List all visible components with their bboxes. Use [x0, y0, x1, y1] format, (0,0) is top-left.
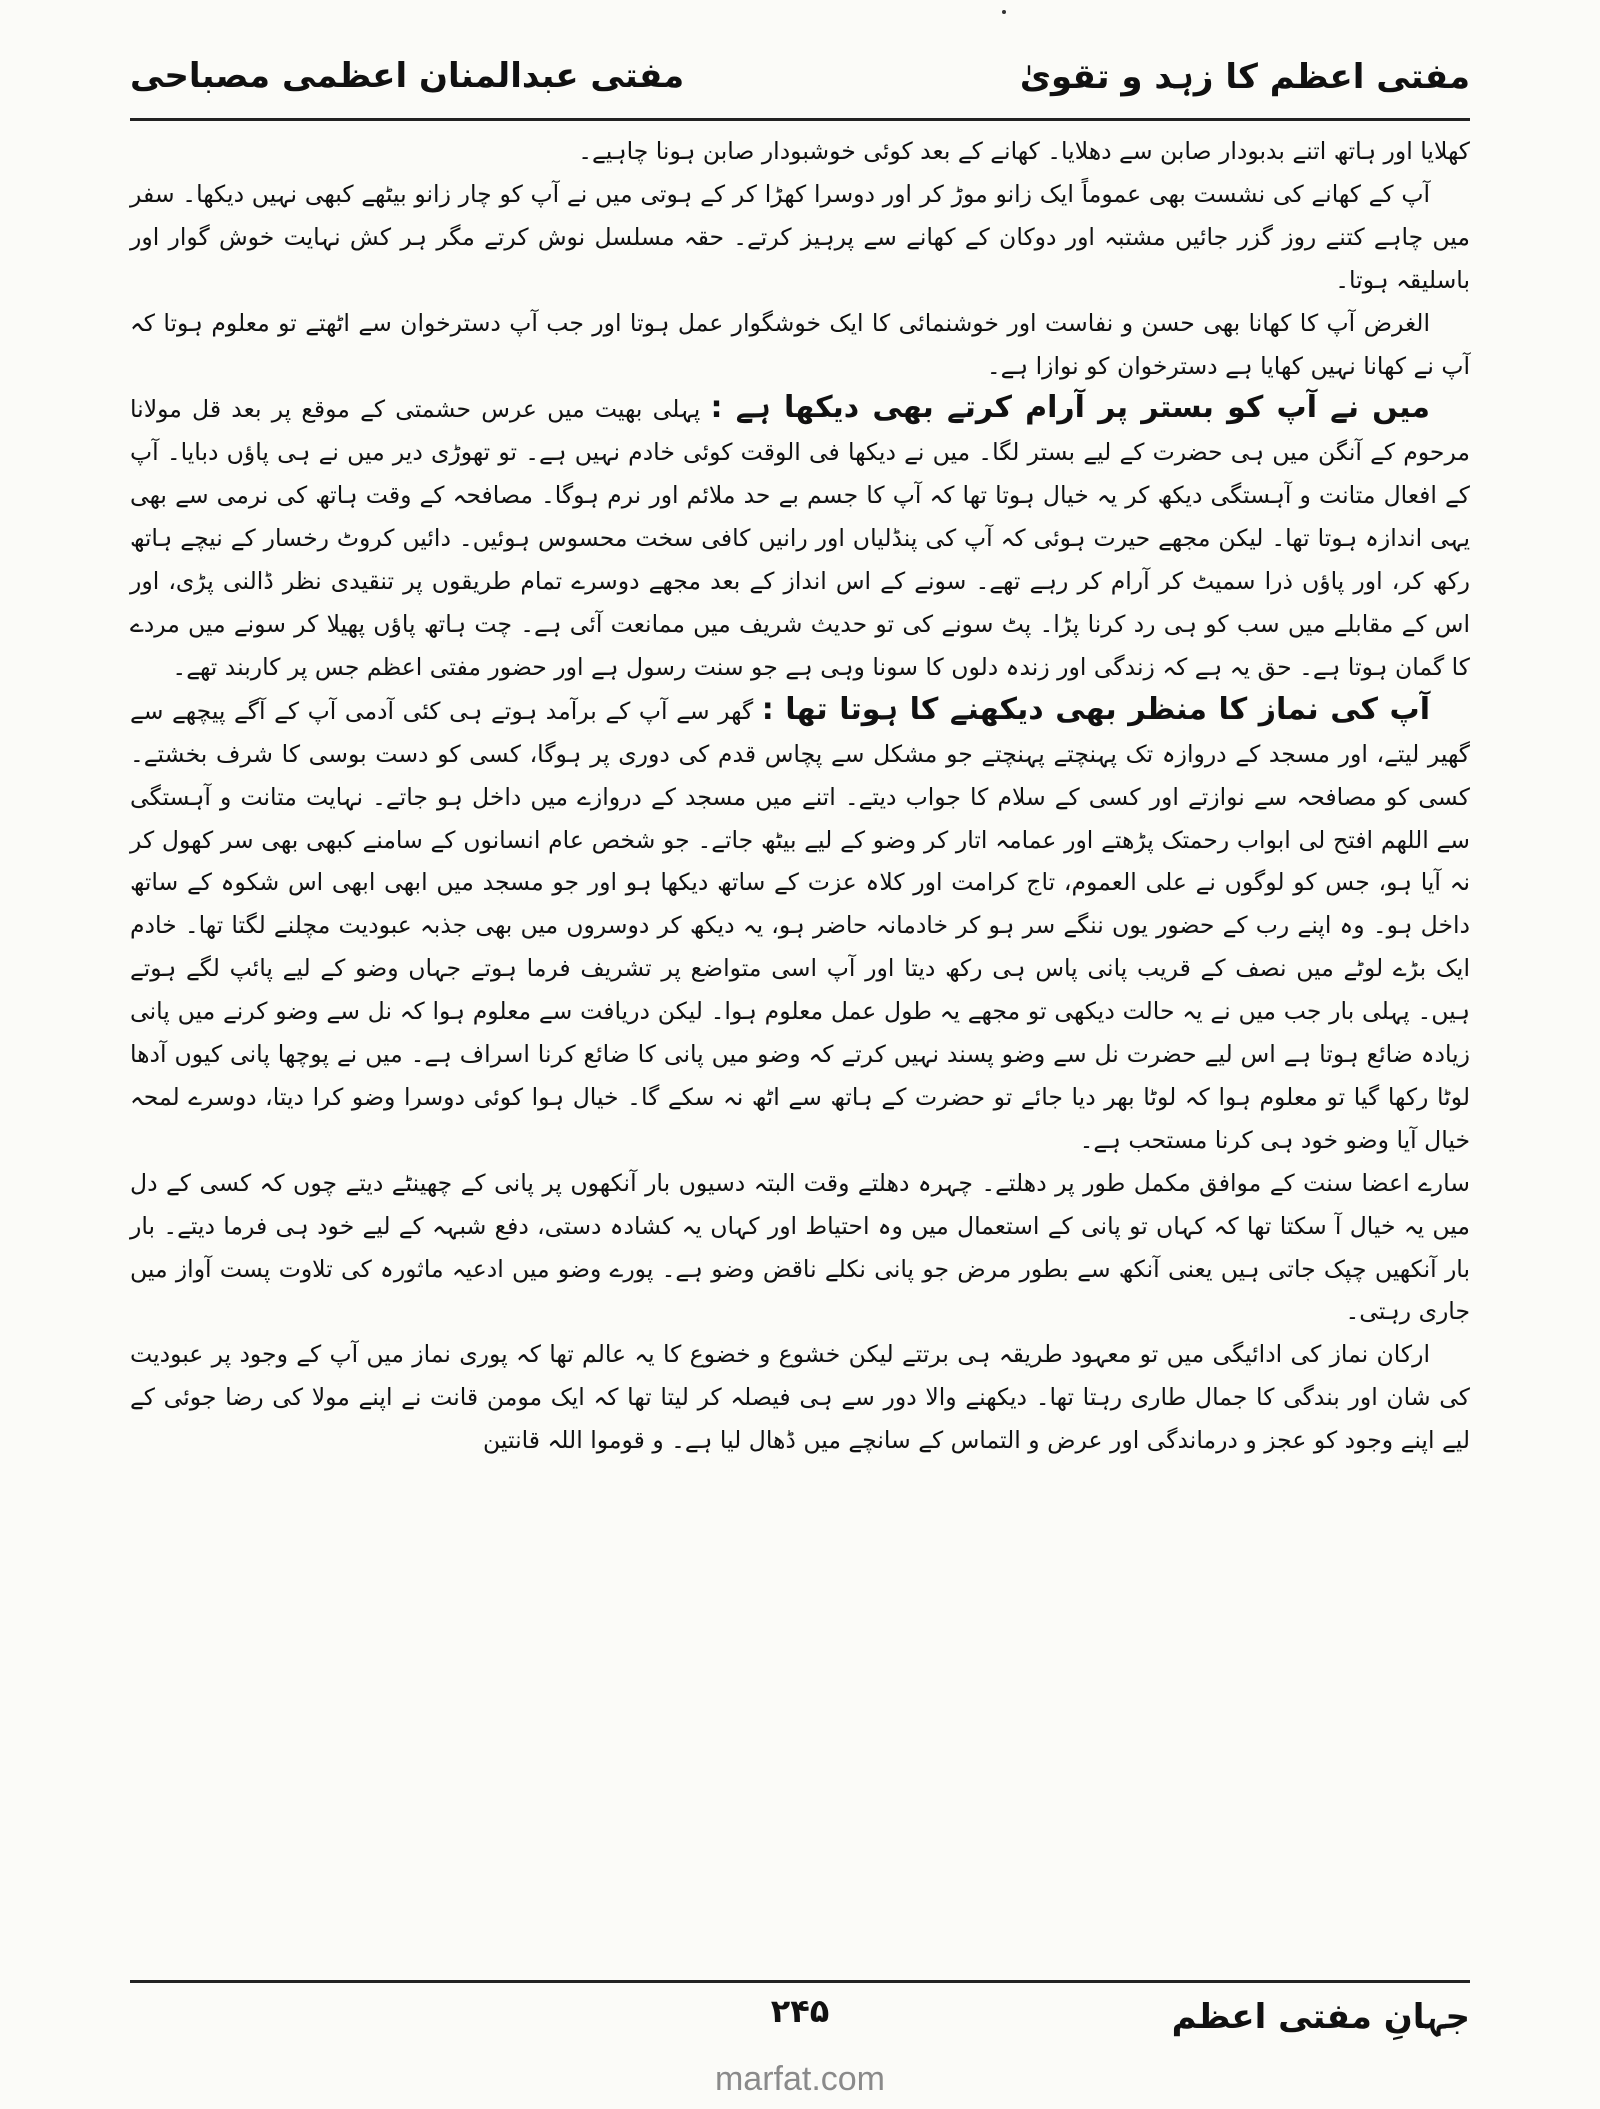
- body-text: [130, 130, 1470, 1462]
- page-footer: [130, 1990, 1470, 2050]
- paragraph: الغرض آپ کا کھانا بھی حسن و نفاست اور خوشنمائی کا ایک خوشگوار عمل ہوتا اور جب آپ دسترخوان سے اٹھتے تو معلوم ہوتا کہ آپ نے کھانا نہیں کھایا ہے دسترخوان کو نوازا ہے۔: [130, 308, 1470, 380]
- book-title: مفتی اعظم کا زہد و تقویٰ: [1019, 57, 1470, 97]
- watermark: marfat.com: [714, 2060, 886, 2098]
- header-rule: [130, 118, 1470, 121]
- paragraph: میں نے آپ کو بستر پر آرام کرتے بھی دیکھا ہے : پہلی بھیت میں عرس حشمتی کے موقع پر بعد قل مولانا مرحوم کے آنگن میں ہی حضرت کے لیے بستر لگا۔ میں نے دیکھا فی الوقت کوئی خادم نہیں ہے۔ تو تھوڑی دیر میں نے ہی پاؤں دبایا۔ آپ کے افعال متانت و آہستگی دیکھ کر یہ خیال ہوتا تھا کہ آپ کا جسم بے حد ملائم اور نرم ہوگا۔ مصافحہ کے وقت ہاتھ کی نرمی سے بھی یہی اندازہ ہوتا تھا۔ لیکن مجھے حیرت ہوئی کہ آپ کی پنڈلیاں اور رانیں کافی سخت محسوس ہوئیں۔ دائیں کروٹ رخسار کے نیچے ہاتھ رکھ کر، اور پاؤں ذرا سمیٹ کر آرام کر رہے تھے۔ سونے کے اس انداز کے بعد مجھے دوسرے تمام طریقوں پر تنقیدی نظر ڈالنی پڑی، اور اس کے مقابلے میں سب کو ہی رد کرنا پڑا۔ پٹ سونے کی تو حدیث شریف میں ممانعت آئی ہے۔ چت ہاتھ پاؤں پھیلا کر سونے میں مردے کا گمان ہوتا ہے۔ حق یہ ہے کہ زندگی اور زندہ دلوں کا سونا وہی ہے جو سنت رسول ہے اور حضور مفتی اعظم جس پر کاربند تھے۔: [130, 390, 1470, 681]
- section-heading: آپ کی نماز کا منظر بھی دیکھنے کا ہوتا تھا :: [761, 691, 1430, 727]
- paragraph: آپ کی نماز کا منظر بھی دیکھنے کا ہوتا تھا : گھر سے آپ کے برآمد ہوتے ہی کئی آدمی آپ کے آگے پیچھے سے گھیر لیتے، اور مسجد کے دروازہ تک پہنچتے پہنچتے جو مشکل سے پچاس قدم کی دوری پر ہوگا، کسی کو دست بوسی کا شرف بخشتے۔ کسی کو مصافحہ سے نوازتے اور کسی کے سلام کا جواب دیتے۔ اتنے میں مسجد کے دروازے میں داخل ہو جاتے۔ نہایت متانت و آہستگی سے اللھم افتح لی ابواب رحمتک پڑھتے اور عمامہ اتار کر وضو کے لیے بیٹھ جاتے۔ جو شخص عام انسانوں کے سامنے کبھی بھی سر کھول کر نہ آیا ہو، جس کو لوگوں نے علی العموم، تاج کرامت اور کلاہ عزت کے ساتھ دیکھا ہو اور جو مسجد میں ابھی ابھی اس شکوہ کے ساتھ داخل ہو۔ وہ اپنے رب کے حضور یوں ننگے سر ہو کر خادمانہ حاضر ہو، یہ دیکھ کر دوسروں میں بھی جذبہ عبودیت مچلنے لگتا تھا۔ خادم ایک بڑے لوٹے میں نصف کے قریب پانی پاس ہی رکھ دیتا اور آپ اسی متواضع پر تشریف فرما ہوتے جہاں وضو کے لیے پائپ لگے ہوتے ہیں۔ پہلی بار جب میں نے یہ حالت دیکھی تو مجھے یہ طول عمل معلوم ہوا۔ لیکن دریافت سے معلوم ہوا کہ نل سے وضو کرنے میں پانی زیادہ ضائع ہوتا ہے اس لیے حضرت نل سے وضو پسند نہیں کرتے کہ وضو میں پانی کا ضائع کرنا اسراف ہے۔ میں نے پوچھا پانی کیوں آدھا لوٹا رکھا گیا تو معلوم ہوا کہ لوٹا بھر دیا جائے تو حضرت کے ہاتھ سے اٹھ نہ سکے گا۔ خیال ہوا کوئی دوسرا وضو کرا دیتا، دوسرے لمحہ خیال آیا وضو خود ہی کرنا مستحب ہے۔: [130, 691, 1470, 1154]
- paragraph: آپ کے کھانے کی نشست بھی عموماً ایک زانو موڑ کر اور دوسرا کھڑا کر کے ہوتی میں نے آپ کو چار زانو بیٹھے کبھی نہیں دیکھا۔ سفر میں چاہے کتنے روز گزر جائیں مشتبہ اور دوکان کے کھانے سے پرہیز کرتے۔ حقہ مسلسل نوش کرتے مگر ہر کش نہایت خوش گوار اور باسلیقہ ہوتا۔: [130, 179, 1470, 294]
- paragraph: کھلایا اور ہاتھ اتنے بدبودار صابن سے دھلایا۔ کھانے کے بعد کوئی خوشبودار صابن ہونا چاہیے۔: [578, 137, 1470, 165]
- page-header: [130, 48, 1470, 118]
- footer-rule: [130, 1980, 1470, 1983]
- journal-title: جہانِ مفتی اعظم: [1171, 1997, 1470, 2037]
- section-heading: میں نے آپ کو بستر پر آرام کرتے بھی دیکھا ہے :: [710, 390, 1431, 426]
- paragraph: ارکان نماز کی ادائیگی میں تو معہود طریقہ ہی برتتے لیکن خشوع و خضوع کا یہ عالم تھا کہ پوری نماز میں آپ کے وجود پر عبودیت کی شان اور بندگی کا جمال طاری رہتا تھا۔ دیکھنے والا دور سے ہی فیصلہ کر لیتا تھا کہ ایک مومن قانت نے اپنے مولا کی رضا جوئی کے لیے اپنے وجود کو عجز و درماندگی اور عرض و التماس کے سانچے میں ڈھال لیا ہے۔ و قوموا اللہ قانتین: [130, 1340, 1470, 1455]
- author-name: مفتی عبدالمنان اعظمی مصباحی: [130, 56, 685, 96]
- page-number: ۲۴۵: [770, 1992, 830, 2030]
- scan-speck: [1002, 10, 1006, 14]
- paragraph: سارے اعضا سنت کے موافق مکمل طور پر دھلتے۔ چہرہ دھلتے وقت البتہ دسیوں بار آنکھوں پر پانی کے چھینٹے دیتے چوں کہ کسی کے دل میں یہ خیال آ سکتا تھا کہ کہاں تو پانی کے استعمال میں وہ احتیاط اور کہاں یہ کشادہ دستی، دفع شبہہ کے لیے خود ہی فرما دیتے۔ بار بار آنکھیں چپک جاتی ہیں یعنی آنکھ سے بطور مرض جو پانی نکلے ناقض وضو ہے۔ پورے وضو میں ادعیہ ماثورہ کی تلاوت پست آواز میں جاری رہتی۔: [130, 1168, 1470, 1326]
